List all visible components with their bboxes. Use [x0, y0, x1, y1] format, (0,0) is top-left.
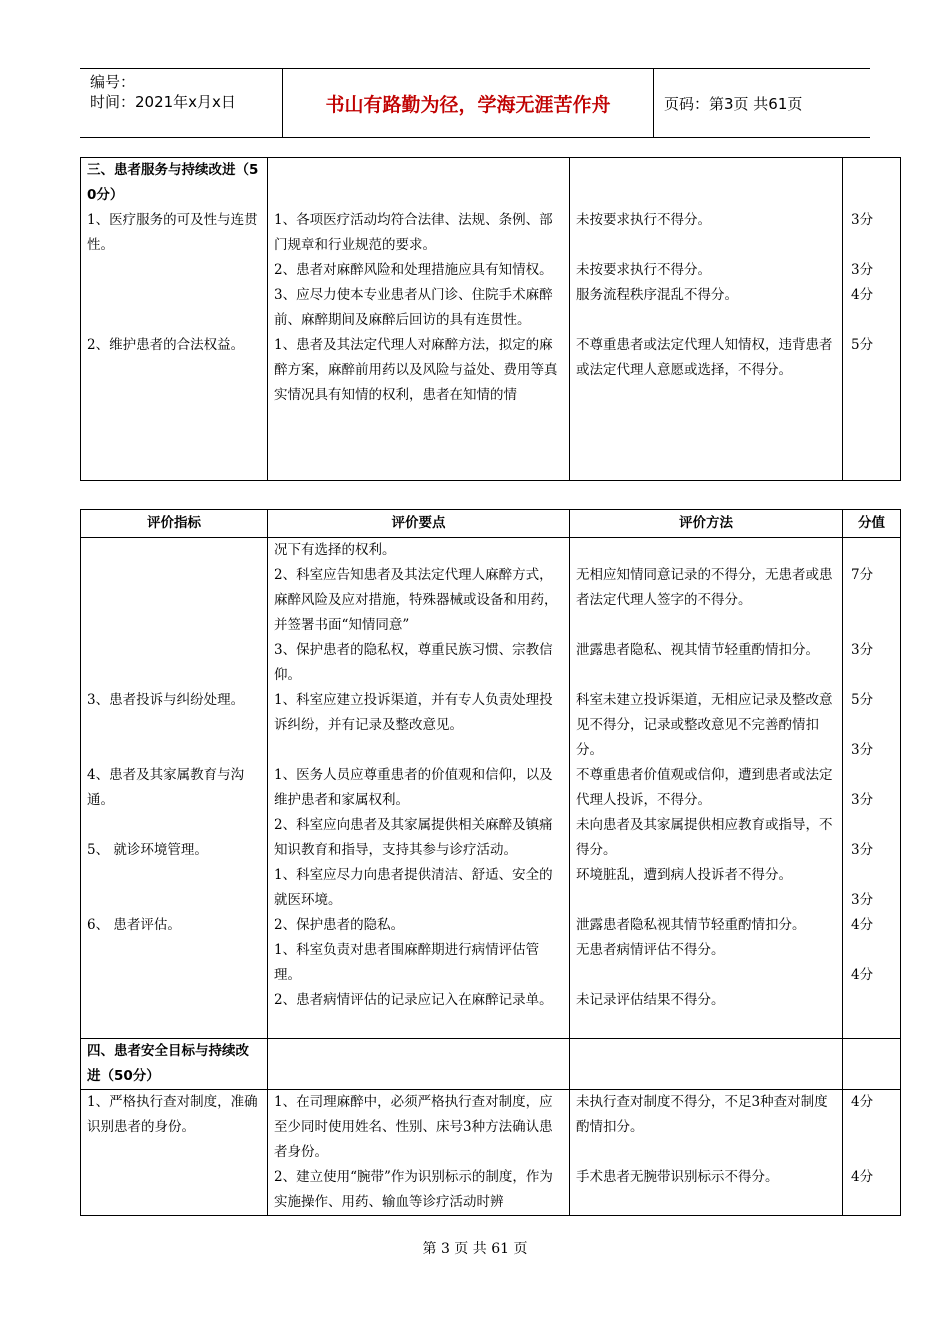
key-point: 1、科室应建立投诉渠道，并有专人负责处理投诉纠纷，并有记录及整改意见。 [274, 692, 553, 733]
indicator-cell [81, 538, 268, 1039]
key-point: 2、科室应向患者及其家属提供相关麻醉及镇痛知识教育和指导，支持其参与诊疗活动。 [274, 817, 553, 858]
indicator-item: 2、维护患者的合法权益。 [87, 337, 245, 353]
score: 4分 [851, 967, 874, 983]
key-point: 1、科室应尽力向患者提供清洁、舒适、安全的就医环境。 [274, 867, 553, 908]
key-point: 1、患者及其法定代理人对麻醉方法，拟定的麻醉方案，麻醉前用药以及风险与益处、费用等真实情况具有知情的权利，患者在知情的情 [274, 337, 558, 403]
score-cell [843, 1090, 901, 1216]
method-text: 科室未建立投诉渠道，无相应记录及整改意见不得分，记录或整改意见不完善酌情扣分。 [576, 692, 833, 758]
evaluation-table-part1 [80, 157, 901, 481]
score: 3分 [851, 792, 874, 808]
key-point: 1、在司理麻醉中，必须严格执行查对制度，应至少同时使用姓名、性别、床号3种方法确认患者身份。 [274, 1094, 553, 1160]
empty-cell [268, 1039, 570, 1090]
score: 3分 [851, 212, 874, 228]
score: 3分 [851, 742, 874, 758]
method-text: 未按要求执行不得分。 [576, 212, 711, 228]
column-header-indicator: 评价指标 [81, 510, 268, 538]
indicator-item: 4、患者及其家属教育与沟通。 [87, 767, 245, 808]
key-point: 2、患者对麻醉风险和处理措施应具有知情权。 [274, 262, 553, 278]
score: 3分 [851, 842, 874, 858]
header-row [81, 510, 901, 538]
section-title: 三、患者服务与持续改进（50分） [87, 162, 259, 203]
method-text: 无相应知情同意记录的不得分，无患者或患者法定代理人签字的不得分。 [576, 567, 833, 608]
indicator-item: 1、医疗服务的可及性与连贯性。 [87, 212, 258, 253]
table-row [81, 158, 901, 481]
score: 3分 [851, 642, 874, 658]
empty-cell [570, 1039, 843, 1090]
indicator-item: 6、 患者评估。 [87, 917, 181, 933]
indicator-item: 5、 就诊环境管理。 [87, 842, 208, 858]
key-point: 2、科室应告知患者及其法定代理人麻醉方式，麻醉风险及应对措施，特殊器械或设备和用药，并签署书面“知情同意” [274, 567, 558, 633]
method-text: 未按要求执行不得分。 [576, 262, 711, 278]
method-text: 手术患者无腕带识别标示不得分。 [576, 1169, 779, 1185]
table-row [81, 1090, 901, 1216]
indicator-item: 1、严格执行查对制度，准确识别患者的身份。 [87, 1094, 258, 1135]
empty-cell [843, 1039, 901, 1090]
key-point: 1、医务人员应尊重患者的价值观和信仰，以及维护患者和家属权利。 [274, 767, 553, 808]
header-motto: 书山有路勤为径，学海无涯苦作舟 [283, 69, 654, 137]
indicator-cell [81, 158, 268, 481]
table-row [81, 538, 901, 1039]
page-footer: 第 3 页 共 61 页 [422, 1241, 528, 1257]
method-text: 不尊重患者价值观或信仰，遭到患者或法定代理人投诉，不得分。 [576, 767, 833, 808]
key-point: 3、保护患者的隐私权，尊重民族习惯、宗教信仰。 [274, 642, 553, 683]
method-text: 未向患者及其家属提供相应教育或指导，不得分。 [576, 817, 833, 858]
score-cell [843, 158, 901, 481]
method-text: 未执行查对制度不得分，不足3种查对制度酌情扣分。 [576, 1094, 828, 1135]
key-points-cell [268, 158, 570, 481]
score: 4分 [851, 917, 874, 933]
number-label: 编号： [90, 73, 136, 91]
header-page-info: 页码：第3页 共61页 [664, 94, 803, 113]
section-cell [81, 1039, 268, 1090]
score: 4分 [851, 1169, 874, 1185]
time-label: 时间：2021年x月x日 [90, 93, 236, 111]
indicator-cell [81, 1090, 268, 1216]
method-cell [570, 1090, 843, 1216]
column-header-method: 评价方法 [570, 510, 843, 538]
key-points-cell [268, 1090, 570, 1216]
document-header [80, 68, 870, 138]
method-text: 不尊重患者或法定代理人知情权，违背患者或法定代理人意愿或选择，不得分。 [576, 337, 833, 378]
score: 4分 [851, 1094, 874, 1110]
method-cell [570, 538, 843, 1039]
key-point: 1、科室负责对患者围麻醉期进行病情评估管理。 [274, 942, 540, 983]
key-point: 2、患者病情评估的记录应记入在麻醉记录单。 [274, 992, 553, 1008]
score: 3分 [851, 262, 874, 278]
method-text: 环境脏乱，遭到病人投诉者不得分。 [576, 867, 792, 883]
evaluation-table-part2 [80, 509, 901, 1216]
method-text: 泄露患者隐私视其情节轻重酌情扣分。 [576, 917, 806, 933]
key-point: 1、各项医疗活动均符合法律、法规、条例、部门规章和行业规范的要求。 [274, 212, 553, 253]
indicator-item: 3、患者投诉与纠纷处理。 [87, 692, 245, 708]
score: 5分 [851, 692, 874, 708]
key-points-cell [268, 538, 570, 1039]
section-title: 四、患者安全目标与持续改进（50分） [87, 1043, 249, 1084]
score: 3分 [851, 892, 874, 908]
score-cell [843, 538, 901, 1039]
method-cell [570, 158, 843, 481]
key-point: 况下有选择的权利。 [274, 542, 396, 558]
method-text: 泄露患者隐私、视其情节轻重酌情扣分。 [576, 642, 819, 658]
table-row [81, 1039, 901, 1090]
column-header-key-points: 评价要点 [268, 510, 570, 538]
header-meta [80, 69, 283, 137]
method-text: 服务流程秩序混乱不得分。 [576, 287, 738, 303]
score: 4分 [851, 287, 874, 303]
column-header-score: 分值 [843, 510, 901, 538]
key-point: 2、建立使用“腕带”作为识别标示的制度，作为实施操作、用药、输血等诊疗活动时辨 [274, 1169, 553, 1210]
score: 5分 [851, 337, 874, 353]
score: 7分 [851, 567, 874, 583]
method-text: 未记录评估结果不得分。 [576, 992, 725, 1008]
method-text: 无患者病情评估不得分。 [576, 942, 725, 958]
key-point: 3、应尽力使本专业患者从门诊、住院手术麻醉前、麻醉期间及麻醉后回访的具有连贯性。 [274, 287, 553, 328]
key-point: 2、保护患者的隐私。 [274, 917, 405, 933]
